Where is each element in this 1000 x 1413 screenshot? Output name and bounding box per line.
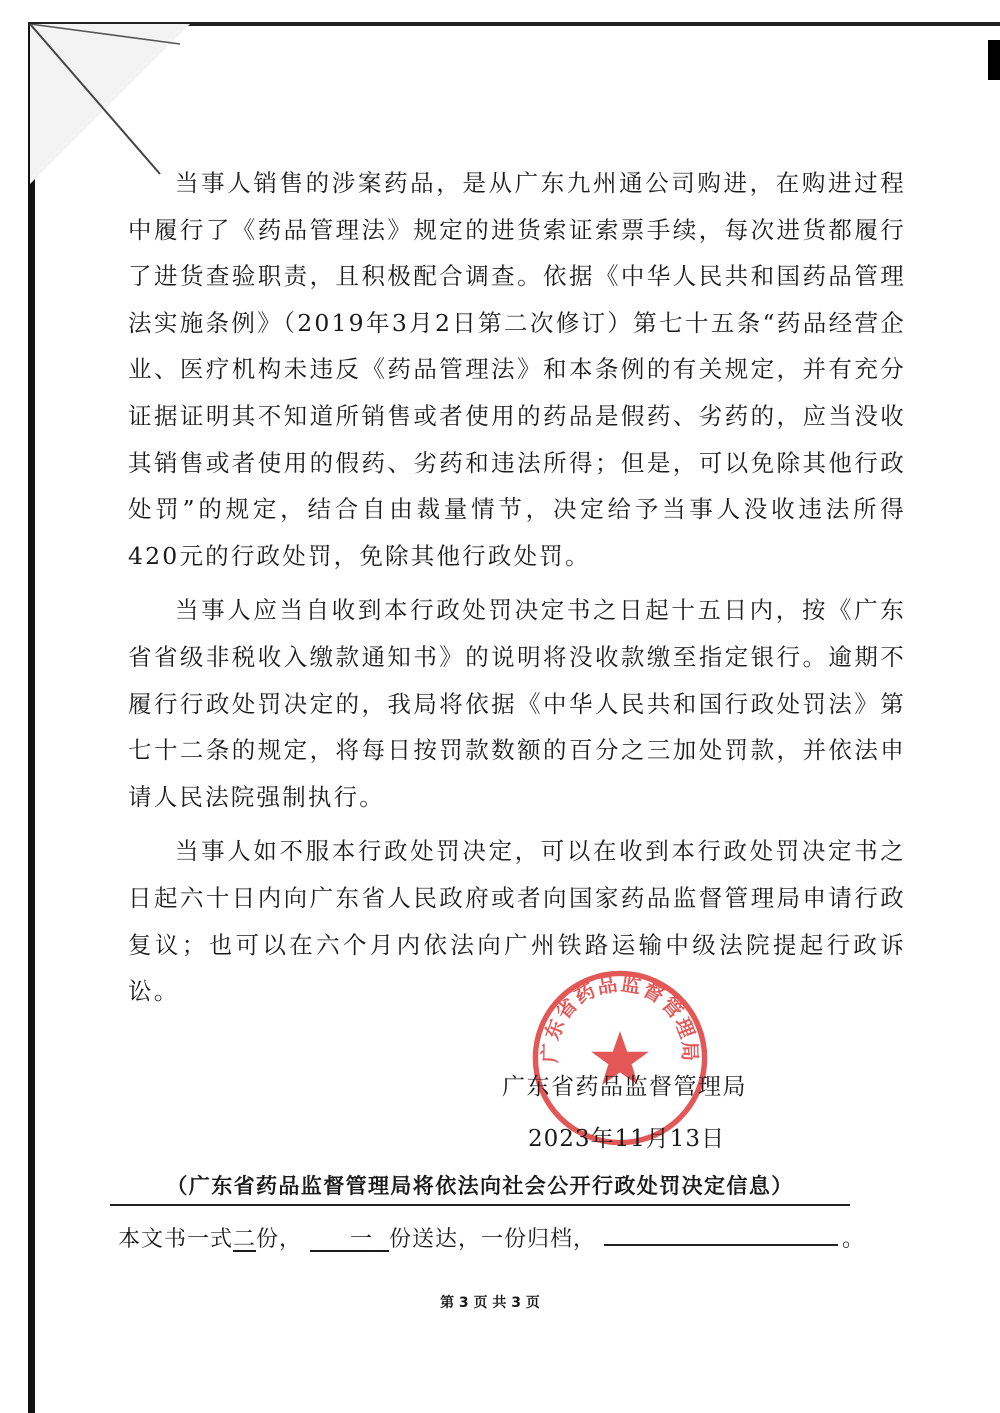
divider-line <box>110 1204 850 1206</box>
copies-served: 一 <box>350 1227 374 1252</box>
scan-edge-right <box>988 40 1000 80</box>
copies-statement <box>118 1222 865 1253</box>
scan-edge-left <box>28 22 35 1413</box>
copies-mid2: 份送达，一份归档， <box>389 1227 597 1252</box>
blank-underline <box>604 1226 838 1246</box>
decision-body <box>128 160 906 1023</box>
paragraph-basis: 当事人销售的涉案药品，是从广东九州通公司购进，在购进过程中履行了《药品管理法》规定的进货索证索票手续，每次进货都履行了进货查验职责，且积极配合调查。依据《中华人民共和国药品管理法实施条例》（2019年3月2日第二次修订）第七十五条“药品经营企业、医疗机构未违反《药品管理法》和本条例的有关规定，并有充分证据证明其不知道所销售或者使用的药品是假药、劣药的，应当没收其销售或者使用的假药、劣药和违法所得；但是，可以免除其他行政处罚”的规定，结合自由裁量情节，决定给予当事人没收违法所得420元的行政处罚，免除其他行政处罚。 <box>128 169 906 570</box>
page-number: 第 3 页 共 3 页 <box>440 1295 540 1311</box>
copies-end: 。 <box>842 1227 866 1252</box>
paragraph-appeal: 当事人如不服本行政处罚决定，可以在收到本行政处罚决定书之日起六十日内向广东省人民政府或者向国家药品监督管理局申请行政复议；也可以在六个月内依法向广州铁路运输中级法院提起行政诉讼。 <box>128 837 906 1006</box>
decision-date: 2023年11月13日 <box>528 1126 726 1152</box>
paragraph-payment: 当事人应当自收到本行政处罚决定书之日起十五日内，按《广东省省级非税收入缴款通知书》的说明将没收款缴至指定银行。逾期不履行行政处罚决定的，我局将依据《中华人民共和国行政处罚法》第七十二条的规定，将每日按罚款数额的百分之三加处罚款，并依法申请人民法院强制执行。 <box>128 596 906 811</box>
public-disclosure-notice: （广东省药品监督管理局将依法向社会公开行政处罚决定信息） <box>166 1174 794 1198</box>
seal-text: 广东省药品监督管理局 <box>538 972 702 1064</box>
copies-total: 二 <box>233 1227 257 1252</box>
copies-mid1: 份， <box>256 1227 303 1252</box>
issuing-authority: 广东省药品监督管理局 <box>502 1074 747 1100</box>
copies-prefix: 本文书一式 <box>118 1227 234 1252</box>
